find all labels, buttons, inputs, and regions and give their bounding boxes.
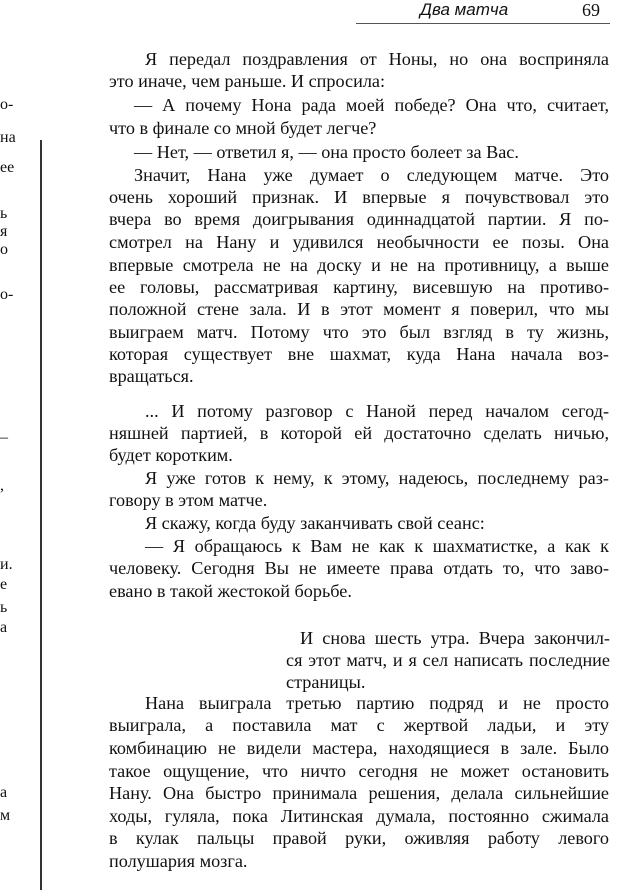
text-line: что в финале со мной будет легче? bbox=[109, 118, 377, 138]
bleed-fragment: а bbox=[0, 619, 8, 636]
text-line: Я передал поздравления от Ноны, но она восприняла bbox=[145, 49, 609, 69]
text-line: впервые смотрела не на доску и не на противницу, а выше bbox=[109, 255, 609, 275]
text-line: в кулак пальцы правой руки, оживляя работу левого bbox=[109, 828, 609, 848]
text-line: положной стене зала. И в этот момент я поверил, что мы bbox=[109, 299, 609, 319]
bleed-fragment: – bbox=[0, 429, 8, 446]
text-line: вчера во время доигрывания одиннадцатой партии. Я по- bbox=[109, 209, 609, 229]
running-title: Два матча bbox=[420, 0, 509, 19]
text-line: выиграла, а поставила мат с жертвой ладьи, и эту bbox=[109, 715, 609, 735]
text-line: ... И потому разговор с Наной перед началом сегод- bbox=[145, 401, 609, 421]
text-line: — Я обращаюсь к Вам не как к шахматистке, а как к bbox=[145, 536, 609, 556]
bleed-fragment: и. bbox=[0, 556, 13, 573]
page-number: 69 bbox=[582, 0, 600, 20]
bleed-fragment: ь bbox=[0, 599, 8, 616]
text-line: Нану. Она быстро принимала решения, делала сильнейшие bbox=[109, 783, 609, 803]
header-rule bbox=[356, 23, 610, 24]
text-line: Я уже готов к нему, к этому, надеюсь, последнему раз- bbox=[145, 468, 609, 488]
text-line: Я скажу, когда буду заканчивать свой сеанс: bbox=[145, 513, 485, 533]
text-line: евано в такой жестокой борьбе. bbox=[109, 581, 352, 601]
text-line: комбинацию не видели мастера, находящиеся в зале. Было bbox=[109, 738, 609, 758]
text-line: ее головы, рассматривая картину, висевшую на противо- bbox=[109, 277, 609, 297]
bleed-fragment: о- bbox=[0, 96, 14, 113]
text-line: вращаться. bbox=[109, 366, 194, 386]
epigraph-line: ся этот матч, и я сел написать последние bbox=[286, 650, 610, 670]
text-line: смотрел на Нану и удивился необычности ее позы. Она bbox=[109, 232, 609, 252]
text-line: Нана выиграла третью партию подряд и не просто bbox=[145, 693, 609, 713]
bleed-fragment: м bbox=[0, 807, 11, 824]
gutter-rule bbox=[40, 140, 42, 890]
bleed-fragment: я bbox=[0, 223, 8, 240]
bleed-fragment: о bbox=[0, 241, 8, 258]
bleed-fragment: , bbox=[0, 477, 4, 494]
text-line: говору в этом матче. bbox=[109, 490, 268, 510]
text-line: человеку. Сегодня Вы не имеете права отдать то, что заво- bbox=[109, 558, 609, 578]
text-line: которая существует вне шахмат, куда Нана начала воз- bbox=[109, 344, 609, 364]
text-line: будет коротким. bbox=[109, 445, 233, 465]
text-line: няшней партией, в которой ей достаточно сделать ничью, bbox=[109, 423, 609, 443]
bleed-fragment: ь bbox=[0, 205, 8, 222]
text-line: — А почему Нона рада моей победе? Она что, считает, bbox=[134, 95, 609, 115]
text-line: — Нет, — ответил я, — она просто болеет за Вас. bbox=[134, 142, 519, 162]
epigraph-line: страницы. bbox=[286, 672, 366, 692]
bleed-fragment: а bbox=[0, 784, 8, 801]
text-line: такое ощущение, что ничто сегодня не может остановить bbox=[109, 761, 609, 781]
text-line: это иначе, чем раньше. И спросила: bbox=[109, 71, 386, 91]
text-line: очень хороший признак. И впервые я почувствовал это bbox=[109, 187, 609, 207]
epigraph-line: И снова шесть утра. Вчера закончил- bbox=[300, 628, 610, 648]
bleed-fragment: ее bbox=[0, 159, 15, 176]
bleed-fragment: на bbox=[0, 129, 16, 146]
text-line: полушария мозга. bbox=[109, 851, 248, 871]
bleed-fragment: е bbox=[0, 576, 8, 593]
text-line: выиграем матч. Потому что это был взгляд в ту жизнь, bbox=[109, 322, 609, 342]
text-line: Значит, Нана уже думает о следующем матче. Это bbox=[134, 165, 609, 185]
bleed-fragment: о- bbox=[0, 286, 14, 303]
text-line: ходы, гуляла, пока Литинская думала, постоянно сжимала bbox=[109, 806, 609, 826]
